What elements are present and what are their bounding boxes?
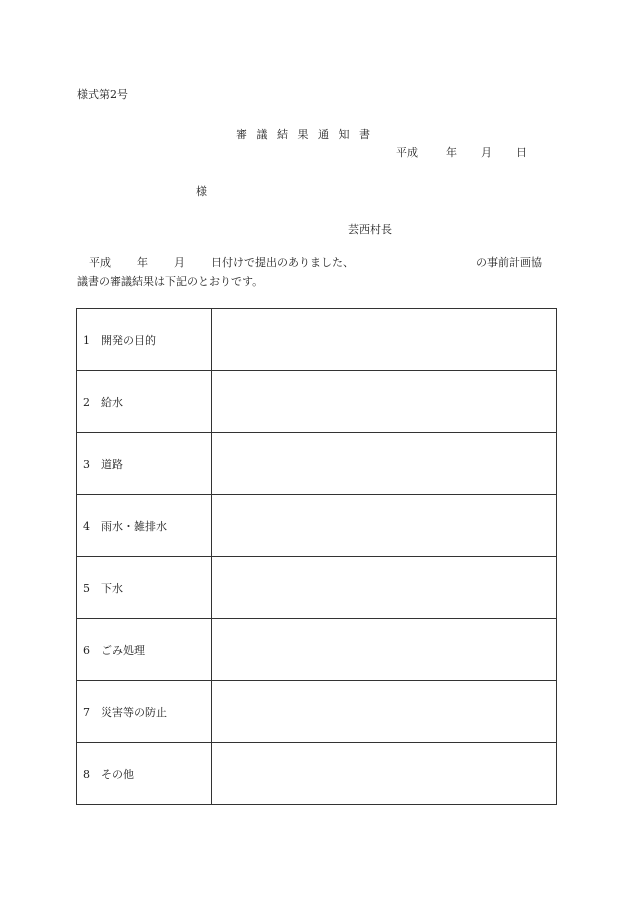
item-result-cell[interactable] xyxy=(212,557,557,619)
item-label-cell xyxy=(77,681,212,743)
body-month: 月 xyxy=(174,256,185,269)
date-era: 平成 xyxy=(396,146,418,159)
form-number: 様式第2号 xyxy=(77,88,128,101)
item-number: 1 xyxy=(83,333,90,347)
item-result-cell[interactable] xyxy=(212,619,557,681)
date-month: 月 xyxy=(481,146,492,159)
table-row xyxy=(77,619,557,681)
date-day: 日 xyxy=(516,146,527,159)
item-number: 8 xyxy=(83,767,90,781)
body-year: 年 xyxy=(137,256,148,269)
item-result-cell[interactable] xyxy=(212,495,557,557)
item-label: その他 xyxy=(101,767,134,781)
item-label: 下水 xyxy=(101,581,123,595)
body-text-line1 xyxy=(77,253,557,273)
table-row xyxy=(77,743,557,805)
item-result-cell[interactable] xyxy=(212,433,557,495)
item-label-cell xyxy=(77,557,212,619)
issuer-name: 芸西村長 xyxy=(348,223,392,236)
item-label-cell xyxy=(77,433,212,495)
item-number: 3 xyxy=(83,457,90,471)
item-label: 給水 xyxy=(101,395,123,409)
document-title: 審 議 結 果 通 知 書 xyxy=(236,128,373,141)
table-row xyxy=(77,495,557,557)
item-number: 6 xyxy=(83,643,90,657)
item-label-cell xyxy=(77,371,212,433)
item-label: 雨水・雑排水 xyxy=(101,519,167,533)
item-result-cell[interactable] xyxy=(212,371,557,433)
item-label: 災害等の防止 xyxy=(101,705,167,719)
item-number: 5 xyxy=(83,581,90,595)
body-text-line2: 議書の審議結果は下記のとおりです。 xyxy=(77,275,264,288)
item-label-cell xyxy=(77,743,212,805)
item-label-cell xyxy=(77,309,212,371)
item-label: 道路 xyxy=(101,457,123,471)
table-row xyxy=(77,309,557,371)
item-label-cell xyxy=(77,495,212,557)
item-result-cell[interactable] xyxy=(212,681,557,743)
item-label: 開発の目的 xyxy=(101,333,156,347)
item-label-cell xyxy=(77,619,212,681)
body-end-text: の事前計画協 xyxy=(476,256,542,269)
date-year: 年 xyxy=(446,146,457,159)
addressee-honorific: 様 xyxy=(196,185,207,198)
table-row xyxy=(77,433,557,495)
item-number: 2 xyxy=(83,395,90,409)
table-row xyxy=(77,371,557,433)
body-mid-text: 日付けで提出のありました、 xyxy=(211,256,354,269)
item-number: 7 xyxy=(83,705,90,719)
table-row xyxy=(77,557,557,619)
item-number: 4 xyxy=(83,519,90,533)
body-era: 平成 xyxy=(89,256,111,269)
item-result-cell[interactable] xyxy=(212,309,557,371)
item-label: ごみ処理 xyxy=(101,643,145,657)
table-row xyxy=(77,681,557,743)
item-result-cell[interactable] xyxy=(212,743,557,805)
results-table xyxy=(76,308,557,805)
